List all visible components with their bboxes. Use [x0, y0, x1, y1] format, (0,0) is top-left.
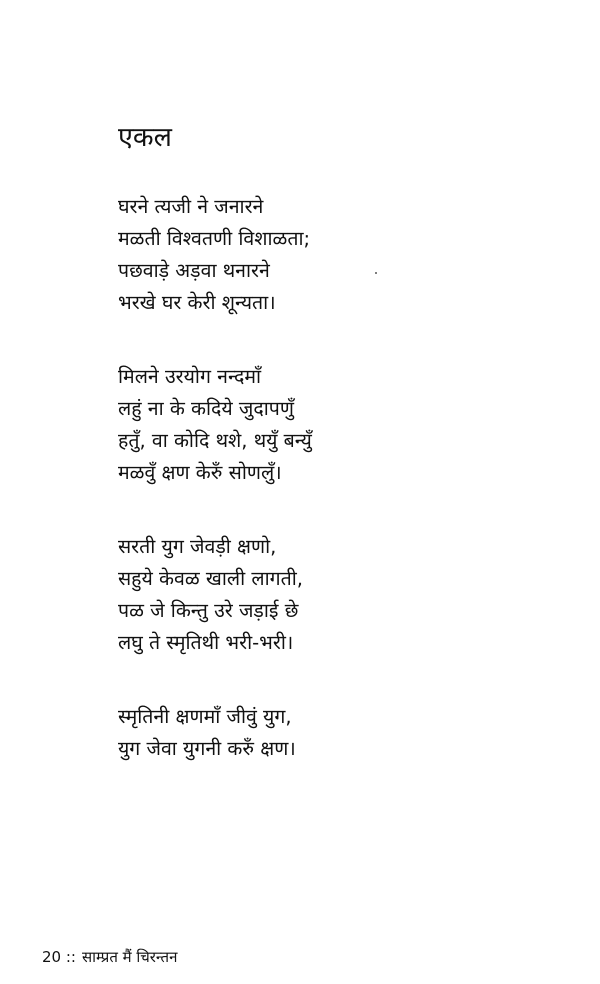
poem-line: मिलने उरयोग नन्दमाँ: [118, 365, 262, 388]
poem-line: सरती युग जेवड़ी क्षणो,: [118, 535, 277, 558]
poem-title: एकल: [118, 122, 172, 153]
poem-line: भरखे घर केरी शून्यता।: [118, 291, 276, 314]
poem-line: मळती विश्वतणी विशाळता;: [118, 227, 311, 250]
stanza-3: [118, 531, 558, 659]
poem-line: सहुये केवळ खाली लागती,: [118, 567, 303, 590]
page-footer: [42, 947, 177, 967]
book-title: साम्प्रत मैं चिरन्तन: [81, 948, 178, 966]
stanza-2: [118, 361, 558, 489]
poem-line: हतुँ, वा कोदि थशे, थयुँ बन्युँ: [118, 429, 312, 452]
poem-line: घरने त्यजी ने जनारने: [118, 195, 264, 218]
poem-line: मळवुँ क्षण केरुँ सोणलुँ।: [118, 461, 282, 484]
poem-body: [118, 191, 558, 807]
poem-line: लहुं ना के कदिये जुदापणुँ: [118, 397, 294, 420]
paper-speck: [375, 272, 377, 274]
page-number: 20 ::: [42, 948, 76, 966]
poem-line: स्मृतिनी क्षणमाँ जीवुं युग,: [118, 705, 292, 728]
poem-line: पछवाड़े अड़वा थनारने: [118, 259, 270, 282]
poem-line: लघु ते स्मृतिथी भरी-भरी।: [118, 631, 294, 654]
poem-line: पळ जे किन्तु उरे जड़ाई छे: [118, 599, 299, 622]
poem-line: युग जेवा युगनी करुँ क्षण।: [118, 737, 296, 760]
stanza-4: [118, 701, 558, 765]
stanza-1: [118, 191, 558, 319]
